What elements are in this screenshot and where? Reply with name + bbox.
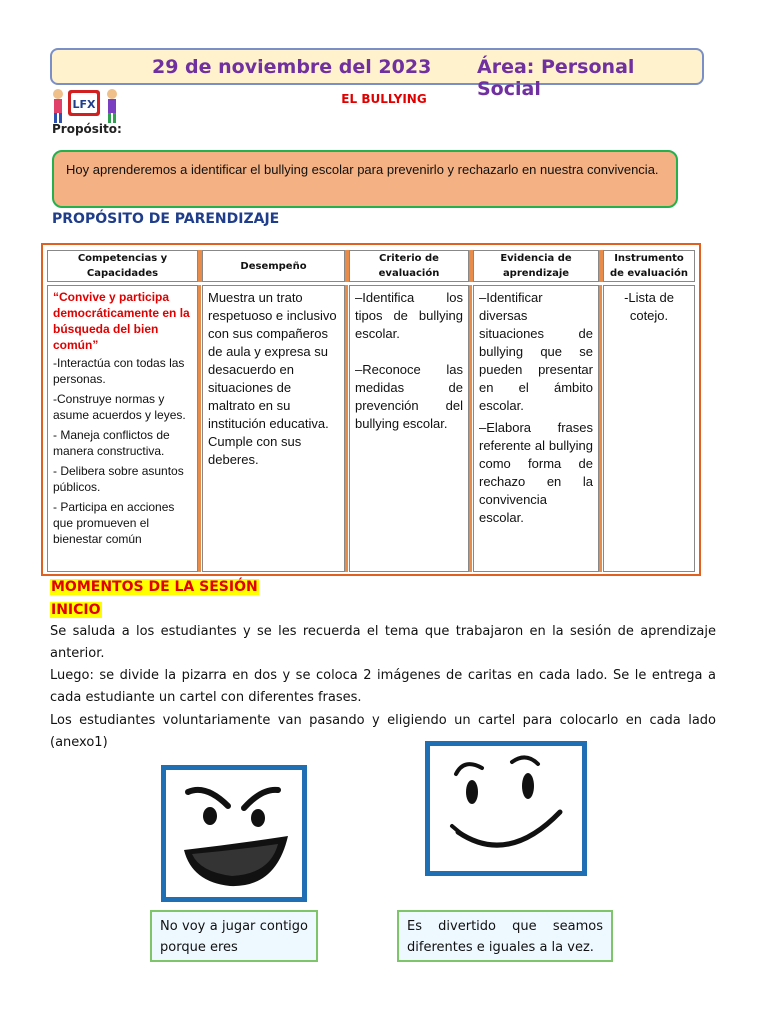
svg-text:LFX: LFX	[72, 98, 96, 111]
happy-face-image	[425, 741, 587, 876]
table-header-competencias: Competencias y Capacidades	[47, 250, 198, 282]
criterio-item: –Identifica los tipos de bullying escolar.	[355, 290, 463, 341]
session-date: 29 de noviembre del 2023	[152, 56, 432, 78]
paragraph: Se saluda a los estudiantes y se les recuerda el tema que trabajaron en la sesión de aprendizaje anterior.	[50, 624, 716, 661]
paragraph: Luego: se divide la pizarra en dos y se coloca 2 imágenes de caritas en cada lado. Se le entrega a cada estudiante un cartel con diferentes frases.	[50, 668, 716, 705]
learning-purpose-table	[41, 243, 701, 576]
criterio-item: –Reconoce las medidas de prevención del bullying escolar.	[355, 362, 463, 431]
capacidad-item: -Interactúa con todas las personas.	[53, 356, 185, 386]
capacidad-item: -Construye normas y asume acuerdos y leyes.	[53, 392, 186, 422]
capacidad-item: - Maneja conflictos de manera constructiva.	[53, 428, 170, 458]
phrase-card-negative: No voy a jugar contigo porque eres	[150, 910, 318, 962]
table-cell-criterio	[349, 285, 469, 572]
purpose-label: Propósito:	[52, 122, 122, 136]
table-cell-evidencia	[473, 285, 599, 572]
instrumento-text: -Lista de cotejo.	[624, 290, 674, 323]
angry-face-image	[161, 765, 307, 902]
capacidad-item: - Delibera sobre asuntos públicos.	[53, 464, 184, 494]
inicio-heading: INICIO	[51, 602, 101, 618]
table-cell-competencias	[47, 285, 198, 572]
table-cell-instrumento	[603, 285, 695, 572]
subject-area: Área: Personal Social	[477, 56, 635, 100]
table-header-criterio: Criterio de evaluación	[349, 250, 469, 282]
session-moments-heading: MOMENTOS DE LA SESIÓN	[51, 579, 258, 595]
capacidad-item: - Participa en acciones que promueven el bienestar común	[53, 500, 175, 546]
purpose-text: Hoy aprenderemos a identificar el bullying escolar para prevenirlo y rechazarlo en nuestra convivencia.	[66, 162, 659, 177]
purpose-box	[52, 150, 678, 208]
lesson-title: EL BULLYING	[341, 92, 427, 106]
evidencia-item: –Identificar diversas situaciones de bullying que se pueden presentar en el ámbito escolar.	[479, 290, 593, 413]
paragraph: Los estudiantes voluntariamente van pasando y eligiendo un cartel para colocarlo en cada lado (anexo1)	[50, 713, 716, 750]
table-header-desempeno: Desempeño	[202, 250, 345, 282]
table-header-evidencia: Evidencia de aprendizaje	[473, 250, 599, 282]
learning-purpose-heading: PROPÓSITO DE PARENDIZAJE	[52, 211, 280, 227]
phrase-card-positive: Es divertido que seamos diferentes e iguales a la vez.	[397, 910, 613, 962]
table-cell-desempeno	[202, 285, 345, 572]
competencia-title: “Convive y participa democráticamente en la búsqueda del bien común”	[53, 290, 190, 352]
table-header-instrumento: Instrumento de evaluación	[603, 250, 695, 282]
evidencia-item: –Elabora frases referente al bullying como forma de rechazo en la convivencia escolar.	[479, 420, 593, 525]
desempeno-text: Muestra un trato respetuoso e inclusivo con sus compañeros de aula y expresa su desacuerdo en situaciones de maltrato en su institución educativa. Cumple con sus deberes.	[208, 290, 337, 467]
